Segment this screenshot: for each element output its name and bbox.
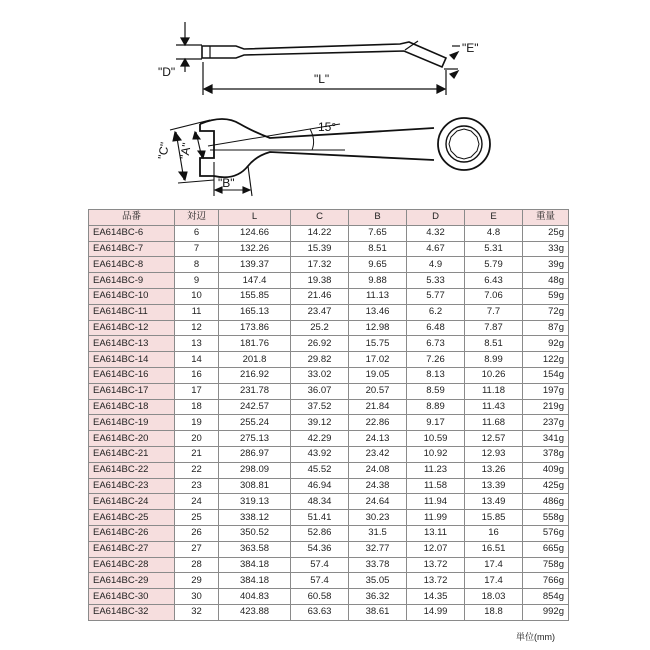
cell-weight: 341g xyxy=(523,431,569,447)
cell-b: 33.78 xyxy=(349,557,407,573)
cell-weight: 59g xyxy=(523,288,569,304)
cell-part-number: EA614BC-13 xyxy=(89,336,175,352)
cell-l: 147.4 xyxy=(219,273,291,289)
cell-d: 14.99 xyxy=(407,604,465,620)
cell-weight: 237g xyxy=(523,415,569,431)
cell-size: 7 xyxy=(175,241,219,257)
cell-size: 14 xyxy=(175,352,219,368)
cell-l: 384.18 xyxy=(219,557,291,573)
cell-size: 20 xyxy=(175,431,219,447)
table-row xyxy=(89,273,569,289)
cell-b: 24.38 xyxy=(349,478,407,494)
cell-b: 8.51 xyxy=(349,241,407,257)
cell-size: 29 xyxy=(175,573,219,589)
cell-e: 10.26 xyxy=(465,367,523,383)
table-row xyxy=(89,399,569,415)
cell-c: 15.39 xyxy=(291,241,349,257)
table-header-row xyxy=(89,210,569,226)
cell-c: 57.4 xyxy=(291,573,349,589)
cell-l: 338.12 xyxy=(219,510,291,526)
label-angle: 15° xyxy=(318,120,337,134)
cell-part-number: EA614BC-23 xyxy=(89,478,175,494)
cell-size: 27 xyxy=(175,541,219,557)
cell-size: 30 xyxy=(175,589,219,605)
cell-d: 8.59 xyxy=(407,383,465,399)
cell-b: 7.65 xyxy=(349,225,407,241)
cell-weight: 197g xyxy=(523,383,569,399)
cell-b: 24.64 xyxy=(349,494,407,510)
cell-e: 12.93 xyxy=(465,446,523,462)
cell-b: 9.65 xyxy=(349,257,407,273)
cell-d: 7.26 xyxy=(407,352,465,368)
cell-weight: 665g xyxy=(523,541,569,557)
cell-part-number: EA614BC-7 xyxy=(89,241,175,257)
cell-l: 350.52 xyxy=(219,525,291,541)
table-row xyxy=(89,573,569,589)
cell-c: 63.63 xyxy=(291,604,349,620)
cell-c: 17.32 xyxy=(291,257,349,273)
cell-l: 308.81 xyxy=(219,478,291,494)
cell-c: 25.2 xyxy=(291,320,349,336)
cell-part-number: EA614BC-25 xyxy=(89,510,175,526)
cell-weight: 92g xyxy=(523,336,569,352)
cell-e: 4.8 xyxy=(465,225,523,241)
table-row xyxy=(89,304,569,320)
cell-d: 8.89 xyxy=(407,399,465,415)
cell-c: 19.38 xyxy=(291,273,349,289)
cell-size: 11 xyxy=(175,304,219,320)
cell-e: 17.4 xyxy=(465,573,523,589)
wrench-side-view xyxy=(202,41,446,67)
cell-b: 23.42 xyxy=(349,446,407,462)
table-row xyxy=(89,415,569,431)
cell-d: 4.32 xyxy=(407,225,465,241)
cell-e: 11.68 xyxy=(465,415,523,431)
header-weight: 重量 xyxy=(523,210,569,226)
cell-part-number: EA614BC-32 xyxy=(89,604,175,620)
cell-c: 52.86 xyxy=(291,525,349,541)
cell-l: 363.58 xyxy=(219,541,291,557)
cell-weight: 219g xyxy=(523,399,569,415)
cell-b: 9.88 xyxy=(349,273,407,289)
cell-c: 39.12 xyxy=(291,415,349,431)
cell-c: 33.02 xyxy=(291,367,349,383)
cell-weight: 39g xyxy=(523,257,569,273)
cell-size: 26 xyxy=(175,525,219,541)
cell-d: 10.59 xyxy=(407,431,465,447)
cell-part-number: EA614BC-20 xyxy=(89,431,175,447)
cell-d: 11.23 xyxy=(407,462,465,478)
cell-l: 124.66 xyxy=(219,225,291,241)
cell-d: 6.48 xyxy=(407,320,465,336)
cell-l: 255.24 xyxy=(219,415,291,431)
cell-c: 14.22 xyxy=(291,225,349,241)
cell-weight: 766g xyxy=(523,573,569,589)
table-body xyxy=(89,225,569,620)
cell-part-number: EA614BC-10 xyxy=(89,288,175,304)
wrench-dimension-diagram xyxy=(0,0,650,205)
cell-b: 32.77 xyxy=(349,541,407,557)
cell-e: 18.8 xyxy=(465,604,523,620)
cell-size: 22 xyxy=(175,462,219,478)
cell-weight: 409g xyxy=(523,462,569,478)
dimension-d xyxy=(176,22,202,72)
cell-l: 404.83 xyxy=(219,589,291,605)
cell-d: 14.35 xyxy=(407,589,465,605)
cell-b: 17.02 xyxy=(349,352,407,368)
cell-weight: 854g xyxy=(523,589,569,605)
cell-c: 57.4 xyxy=(291,557,349,573)
cell-l: 384.18 xyxy=(219,573,291,589)
table-row xyxy=(89,589,569,605)
header-d: D xyxy=(407,210,465,226)
cell-size: 21 xyxy=(175,446,219,462)
cell-size: 9 xyxy=(175,273,219,289)
cell-d: 11.94 xyxy=(407,494,465,510)
cell-part-number: EA614BC-19 xyxy=(89,415,175,431)
wrench-top-view xyxy=(200,118,490,177)
cell-size: 18 xyxy=(175,399,219,415)
cell-c: 48.34 xyxy=(291,494,349,510)
table-row xyxy=(89,604,569,620)
table-row xyxy=(89,446,569,462)
cell-e: 16.51 xyxy=(465,541,523,557)
cell-part-number: EA614BC-28 xyxy=(89,557,175,573)
cell-l: 132.26 xyxy=(219,241,291,257)
cell-size: 25 xyxy=(175,510,219,526)
table-row xyxy=(89,288,569,304)
label-a: "A" xyxy=(177,141,194,161)
cell-weight: 576g xyxy=(523,525,569,541)
table-row xyxy=(89,257,569,273)
cell-d: 4.9 xyxy=(407,257,465,273)
cell-weight: 72g xyxy=(523,304,569,320)
cell-l: 181.76 xyxy=(219,336,291,352)
table-row xyxy=(89,225,569,241)
cell-c: 42.29 xyxy=(291,431,349,447)
cell-size: 8 xyxy=(175,257,219,273)
cell-e: 6.43 xyxy=(465,273,523,289)
cell-part-number: EA614BC-9 xyxy=(89,273,175,289)
cell-e: 17.4 xyxy=(465,557,523,573)
header-b: B xyxy=(349,210,407,226)
cell-d: 11.99 xyxy=(407,510,465,526)
cell-part-number: EA614BC-30 xyxy=(89,589,175,605)
cell-b: 38.61 xyxy=(349,604,407,620)
cell-part-number: EA614BC-14 xyxy=(89,352,175,368)
table-row xyxy=(89,241,569,257)
label-b: "B" xyxy=(218,176,235,190)
cell-c: 45.52 xyxy=(291,462,349,478)
cell-e: 7.7 xyxy=(465,304,523,320)
cell-c: 29.82 xyxy=(291,352,349,368)
cell-e: 13.26 xyxy=(465,462,523,478)
cell-part-number: EA614BC-26 xyxy=(89,525,175,541)
cell-part-number: EA614BC-17 xyxy=(89,383,175,399)
cell-d: 6.73 xyxy=(407,336,465,352)
cell-part-number: EA614BC-29 xyxy=(89,573,175,589)
label-c: "C" xyxy=(155,141,172,161)
cell-part-number: EA614BC-27 xyxy=(89,541,175,557)
cell-d: 5.33 xyxy=(407,273,465,289)
cell-d: 8.13 xyxy=(407,367,465,383)
cell-b: 13.46 xyxy=(349,304,407,320)
cell-b: 24.08 xyxy=(349,462,407,478)
cell-l: 423.88 xyxy=(219,604,291,620)
cell-e: 8.51 xyxy=(465,336,523,352)
table-row xyxy=(89,494,569,510)
cell-b: 30.23 xyxy=(349,510,407,526)
table-row xyxy=(89,352,569,368)
cell-e: 5.31 xyxy=(465,241,523,257)
table-row xyxy=(89,462,569,478)
cell-l: 231.78 xyxy=(219,383,291,399)
cell-b: 20.57 xyxy=(349,383,407,399)
cell-e: 11.18 xyxy=(465,383,523,399)
cell-part-number: EA614BC-12 xyxy=(89,320,175,336)
cell-e: 18.03 xyxy=(465,589,523,605)
cell-b: 31.5 xyxy=(349,525,407,541)
cell-d: 10.92 xyxy=(407,446,465,462)
cell-d: 13.11 xyxy=(407,525,465,541)
cell-d: 5.77 xyxy=(407,288,465,304)
cell-size: 16 xyxy=(175,367,219,383)
cell-l: 319.13 xyxy=(219,494,291,510)
cell-weight: 33g xyxy=(523,241,569,257)
cell-size: 28 xyxy=(175,557,219,573)
cell-part-number: EA614BC-18 xyxy=(89,399,175,415)
cell-d: 11.58 xyxy=(407,478,465,494)
table-row xyxy=(89,431,569,447)
header-e: E xyxy=(465,210,523,226)
cell-weight: 154g xyxy=(523,367,569,383)
cell-weight: 48g xyxy=(523,273,569,289)
cell-e: 5.79 xyxy=(465,257,523,273)
cell-c: 46.94 xyxy=(291,478,349,494)
table-row xyxy=(89,367,569,383)
cell-weight: 378g xyxy=(523,446,569,462)
cell-c: 21.46 xyxy=(291,288,349,304)
table-row xyxy=(89,478,569,494)
cell-size: 10 xyxy=(175,288,219,304)
cell-c: 51.41 xyxy=(291,510,349,526)
cell-c: 60.58 xyxy=(291,589,349,605)
cell-d: 13.72 xyxy=(407,557,465,573)
header-part-number: 品番 xyxy=(89,210,175,226)
cell-b: 24.13 xyxy=(349,431,407,447)
cell-part-number: EA614BC-16 xyxy=(89,367,175,383)
spec-table xyxy=(88,209,569,621)
cell-e: 13.39 xyxy=(465,478,523,494)
cell-l: 155.85 xyxy=(219,288,291,304)
cell-part-number: EA614BC-22 xyxy=(89,462,175,478)
cell-weight: 486g xyxy=(523,494,569,510)
cell-c: 36.07 xyxy=(291,383,349,399)
cell-l: 165.13 xyxy=(219,304,291,320)
cell-l: 139.37 xyxy=(219,257,291,273)
cell-c: 54.36 xyxy=(291,541,349,557)
cell-e: 8.99 xyxy=(465,352,523,368)
cell-part-number: EA614BC-11 xyxy=(89,304,175,320)
cell-e: 7.87 xyxy=(465,320,523,336)
cell-size: 17 xyxy=(175,383,219,399)
unit-note: 単位(mm) xyxy=(516,632,555,642)
cell-b: 12.98 xyxy=(349,320,407,336)
cell-part-number: EA614BC-8 xyxy=(89,257,175,273)
cell-part-number: EA614BC-21 xyxy=(89,446,175,462)
cell-d: 9.17 xyxy=(407,415,465,431)
cell-l: 286.97 xyxy=(219,446,291,462)
cell-b: 35.05 xyxy=(349,573,407,589)
cell-c: 23.47 xyxy=(291,304,349,320)
table-row xyxy=(89,320,569,336)
table-row xyxy=(89,525,569,541)
dimension-a xyxy=(193,132,205,158)
cell-weight: 122g xyxy=(523,352,569,368)
cell-l: 201.8 xyxy=(219,352,291,368)
cell-l: 173.86 xyxy=(219,320,291,336)
cell-weight: 425g xyxy=(523,478,569,494)
cell-e: 13.49 xyxy=(465,494,523,510)
cell-b: 19.05 xyxy=(349,367,407,383)
cell-b: 22.86 xyxy=(349,415,407,431)
table-row xyxy=(89,510,569,526)
cell-b: 21.84 xyxy=(349,399,407,415)
cell-size: 12 xyxy=(175,320,219,336)
cell-l: 275.13 xyxy=(219,431,291,447)
cell-weight: 758g xyxy=(523,557,569,573)
cell-d: 12.07 xyxy=(407,541,465,557)
header-c: C xyxy=(291,210,349,226)
cell-l: 216.92 xyxy=(219,367,291,383)
cell-d: 6.2 xyxy=(407,304,465,320)
cell-b: 15.75 xyxy=(349,336,407,352)
table-row xyxy=(89,383,569,399)
cell-weight: 992g xyxy=(523,604,569,620)
cell-part-number: EA614BC-6 xyxy=(89,225,175,241)
cell-weight: 87g xyxy=(523,320,569,336)
cell-size: 24 xyxy=(175,494,219,510)
cell-c: 37.52 xyxy=(291,399,349,415)
cell-b: 36.32 xyxy=(349,589,407,605)
header-size: 対辺 xyxy=(175,210,219,226)
cell-e: 12.57 xyxy=(465,431,523,447)
cell-size: 19 xyxy=(175,415,219,431)
cell-l: 242.57 xyxy=(219,399,291,415)
cell-c: 26.92 xyxy=(291,336,349,352)
cell-l: 298.09 xyxy=(219,462,291,478)
cell-weight: 558g xyxy=(523,510,569,526)
label-d: "D" xyxy=(158,65,176,79)
cell-c: 43.92 xyxy=(291,446,349,462)
cell-size: 23 xyxy=(175,478,219,494)
cell-e: 15.85 xyxy=(465,510,523,526)
cell-e: 16 xyxy=(465,525,523,541)
table-row xyxy=(89,557,569,573)
header-l: L xyxy=(219,210,291,226)
label-e: "E" xyxy=(462,41,479,55)
cell-d: 4.67 xyxy=(407,241,465,257)
table-row xyxy=(89,541,569,557)
cell-size: 6 xyxy=(175,225,219,241)
table-row xyxy=(89,336,569,352)
cell-d: 13.72 xyxy=(407,573,465,589)
cell-size: 32 xyxy=(175,604,219,620)
cell-e: 11.43 xyxy=(465,399,523,415)
cell-size: 13 xyxy=(175,336,219,352)
label-l: "L" xyxy=(314,72,330,86)
cell-weight: 25g xyxy=(523,225,569,241)
cell-e: 7.06 xyxy=(465,288,523,304)
cell-part-number: EA614BC-24 xyxy=(89,494,175,510)
cell-b: 11.13 xyxy=(349,288,407,304)
